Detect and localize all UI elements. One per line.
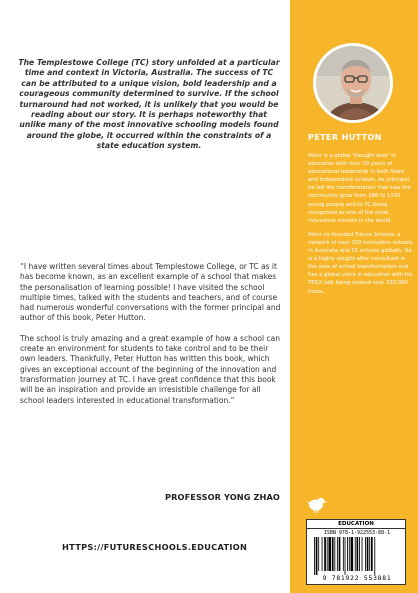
author-bio [308,152,413,302]
author-bio-paragraph-1: Peter is a global 'thought doer' in education with over 30 years of educational leadership in both State and Independent schools. As principal he led the transformation that saw the community grow from 286 to 1150 young people and to TC being recognised as one of the most innovative schools in the world. [308,153,411,224]
barcode-panel [306,519,406,585]
quote-paragraph-2: The school is truly amazing and a great example of how a school can create an environment for students to take control and to be their own leaders. Thankfully, Peter Hutton has written this book, which gives an exceptional account of the beginning of the innovation and transformation journey at TC. I have great confidence that this book will be an inspiration and provide an irresistible challenge for all school leaders interested in educational transformation.” [20,333,280,405]
quote-author: PROFESSOR YONG ZHAO [165,492,280,502]
intro-paragraph: The Templestowe College (TC) story unfolded at a particular time and context in Victoria, Australia. The success of TC can be attributed to a unique vision, bold leadership and a courageous community determined to survive. If the school turnaround had not worked, it is unlikely that you would be reading about our story. It is perhaps noteworthy that unlike many of the most innovative schooling models found around the globe, it occurred within the constraints of a state education system. [18,58,280,151]
endorsement-quote [20,262,282,416]
quote-paragraph-1: “I have written several times about Templestowe College, or TC as it has become known, as an excellent example of a school that makes the personalisation of learning possible! I have visited the school multiple times, talked with the students and teachers, and of course had numerous wonderful conversations with the former principal and author of this book, Peter Hutton. [20,262,281,323]
barcode-digits: 9 781922 553881 [322,575,392,582]
bird-logo-icon [307,495,327,513]
barcode-category: EDUCATION [307,520,405,529]
barcode-icon [313,537,401,575]
website-link[interactable]: HTTPS://FUTURESCHOOLS.EDUCATION [62,542,248,552]
author-portrait [313,43,393,123]
isbn-number: ISBN 978-1-922553-88-1 [323,530,391,536]
author-bio-paragraph-2: Peter co-founded Future Schools, a network of over 100 innovative schools in Australia and 15 schools globally. He is a highly sought-after consultant in the area of school transformation and has a global voice in education with his TEDX talk being viewed over 330,000 times. [308,231,413,295]
author-name: PETER HUTTON [308,133,382,142]
